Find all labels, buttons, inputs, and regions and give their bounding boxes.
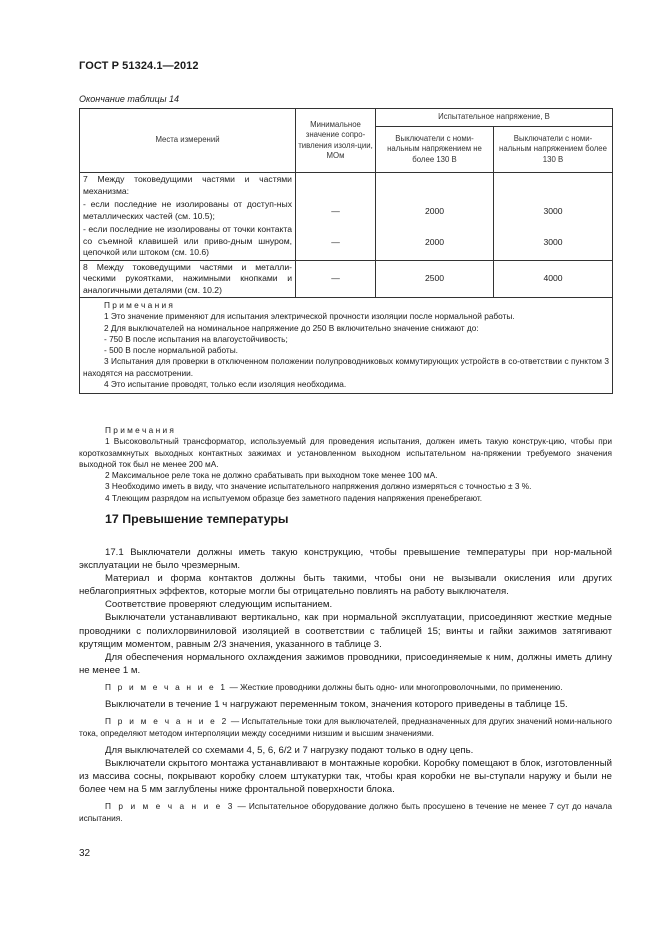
row-8-places	[80, 260, 296, 298]
note-2-text: — Испытательные токи для выключателей, предназначенных для других значений номи-нального тока, определяют методом интерполяции между соседними низшим и высшим значениями.	[79, 716, 612, 738]
paragraph-mounting: Выключатели устанавливают вертикально, как при нормальной эксплуатации, присоединяют жесткие медные проводники с полихлорвиниловой изоляцией в соответствии с таблицей 15; винты и гайки зажимов затягивают крутящим моментом, равным 2/3 значения, указанного в таблице 3.	[79, 612, 612, 650]
paragraph-schemes: Для выключателей со схемами 4, 5, 6, 6/2 и 7 нагрузку подают только в одну цепь.	[105, 744, 474, 756]
note-after-2: 2 Максимальное реле тока не должно срабатывать при выходном токе менее 100 мА.	[105, 470, 438, 481]
row-8-text: 8 Между токоведущими частями и металли-ческими рукоятками, нажимными кнопками и аналогичными деталями (см. 10.2)	[83, 261, 292, 295]
table-note-2: 2 Для выключателей на номинальное напряжение до 250 В включительно значение снижают до:	[104, 322, 479, 333]
note-after-1: 1 Высоковольтный трансформатор, используемый для проведения испытания, должен иметь такую конструк-цию, чтобы при короткозамкнутых выходных контактных зажимах и установленном выходном испытательном на-пряжении требуемого значения выходной ток был не менее 200 мА.	[79, 436, 612, 469]
col-header-min-resistance: Минимальное значение сопро-тивления изоля-ции, МОм	[296, 109, 376, 173]
row-7a-min: —	[331, 206, 340, 216]
row-7-title: 7 Между токоведущими частями и частями механизма:	[83, 174, 292, 196]
row-7b-text: - если последние не изолированы от точки контакта со съемной клавишей или приво-дным шнуром, цепочкой или штоком (см. 10.6)	[83, 224, 292, 257]
note-3-text: — Испытательное оборудование должно быть просушено в течение не менее 7 сут до начала испытания.	[79, 801, 612, 823]
table-note-1: 1 Это значение применяют для испытания электрической прочности изоляции после нормальной работы.	[104, 311, 515, 322]
note-after-3: 3 Необходимо иметь в виду, что значение испытательного напряжения должно измеряться с точностью ± 3 %.	[105, 481, 532, 492]
row-7-v1	[376, 173, 494, 261]
note-1-label: П р и м е ч а н и е 1	[105, 681, 228, 692]
row-8-min-value: —	[331, 273, 340, 283]
note-2-label: П р и м е ч а н и е 2	[105, 716, 229, 727]
notes-after-table	[79, 425, 612, 504]
row-8-v1	[376, 260, 494, 298]
table-note-2b: - 500 В после нормальной работы.	[104, 345, 238, 356]
col-header-test-voltage: Испытательное напряжение, В	[376, 109, 613, 127]
row-7-places	[80, 173, 296, 261]
table-caption: Окончание таблицы 14	[79, 94, 179, 104]
notes-after-title: П р и м е ч а н и я	[105, 425, 174, 435]
col-header-voltage-high: Выключатели с номи-нальным напряжением более 130 В	[494, 127, 613, 173]
note-3-label: П р и м е ч а н и е 3	[105, 801, 235, 812]
page-number: 32	[79, 848, 91, 859]
col-header-voltage-low: Выключатели с номи-нальным напряжением не более 130 В	[376, 127, 494, 173]
note-2	[79, 716, 612, 739]
table-note-4: 4 Это испытание проводят, только если изоляция необходима.	[104, 379, 347, 390]
table-note-2a: - 750 В после испытания на влагоустойчивость;	[104, 333, 288, 344]
row-8-v2-value: 4000	[543, 273, 563, 283]
note-1	[79, 682, 612, 693]
row-7b-v2: 3000	[543, 236, 563, 247]
table-notes-title: П р и м е ч а н и я	[104, 300, 173, 310]
table-14	[79, 108, 613, 394]
row-7a-v2: 3000	[543, 206, 563, 216]
paragraph-cooling: Для обеспечения нормального охлаждения зажимов проводники, присоединяемые к ним, должны иметь длину не менее 1 м.	[79, 651, 612, 676]
row-8-v1-value: 2500	[424, 273, 445, 283]
row-7a-v1: 2000	[424, 206, 445, 216]
paragraph-contacts: Материал и форма контактов должны быть такими, чтобы они не вызывали окисления или других неблагоприятных эффектов, которые могли бы отрицательно повлиять на работу выключателя.	[79, 573, 612, 598]
section-title: 17 Превышение температуры	[105, 512, 289, 526]
row-7b-min: —	[331, 236, 340, 247]
row-7-v2	[494, 173, 613, 261]
row-8-min	[296, 260, 376, 298]
paragraph-flush-mounting: Выключатели скрытого монтажа устанавливают в монтажные коробки. Коробку помещают в блок, изготовленный из массива сосны, покрывают коробку слоем штукатурки так, чтобы края коробки не вы-ступали наружу и были не более чем на 5 мм заглублены ниже фронтальной поверхности блока.	[79, 758, 612, 796]
col-header-places: Места измерений	[80, 109, 296, 173]
paragraph-load: Выключатели в течение 1 ч нагружают переменным током, значения которого приведены в таблице 15.	[105, 699, 568, 711]
row-7a-text: - если последние не изолированы от доступ-ных металлических частей (см. 10.5);	[83, 199, 292, 221]
note-after-4: 4 Тлеющим разрядом на испытуемом образце без заметного падения напряжения пренебрегают.	[105, 492, 483, 503]
row-7-min	[296, 173, 376, 261]
row-7b-v1: 2000	[424, 236, 445, 247]
row-8-v2	[494, 260, 613, 298]
table-note-3: 3 Испытания для проверки в отключенном положении полупроводниковых коммутирующих устройств в со-ответствии с пунктом 3 находятся на рассмотрении.	[83, 356, 609, 378]
page-header: ГОСТ Р 51324.1—2012	[79, 60, 199, 72]
section-body	[79, 546, 612, 829]
note-3	[79, 801, 612, 824]
table-notes	[80, 298, 613, 394]
paragraph-compliance: Соответствие проверяют следующим испытанием.	[105, 599, 333, 611]
note-1-text: — Жесткие проводники должны быть одно- или многопроволочными, по применению.	[227, 681, 563, 692]
paragraph-17-1: 17.1 Выключатели должны иметь такую конструкцию, чтобы превышение температуры при нор-мальной эксплуатации не было чрезмерным.	[79, 547, 612, 572]
